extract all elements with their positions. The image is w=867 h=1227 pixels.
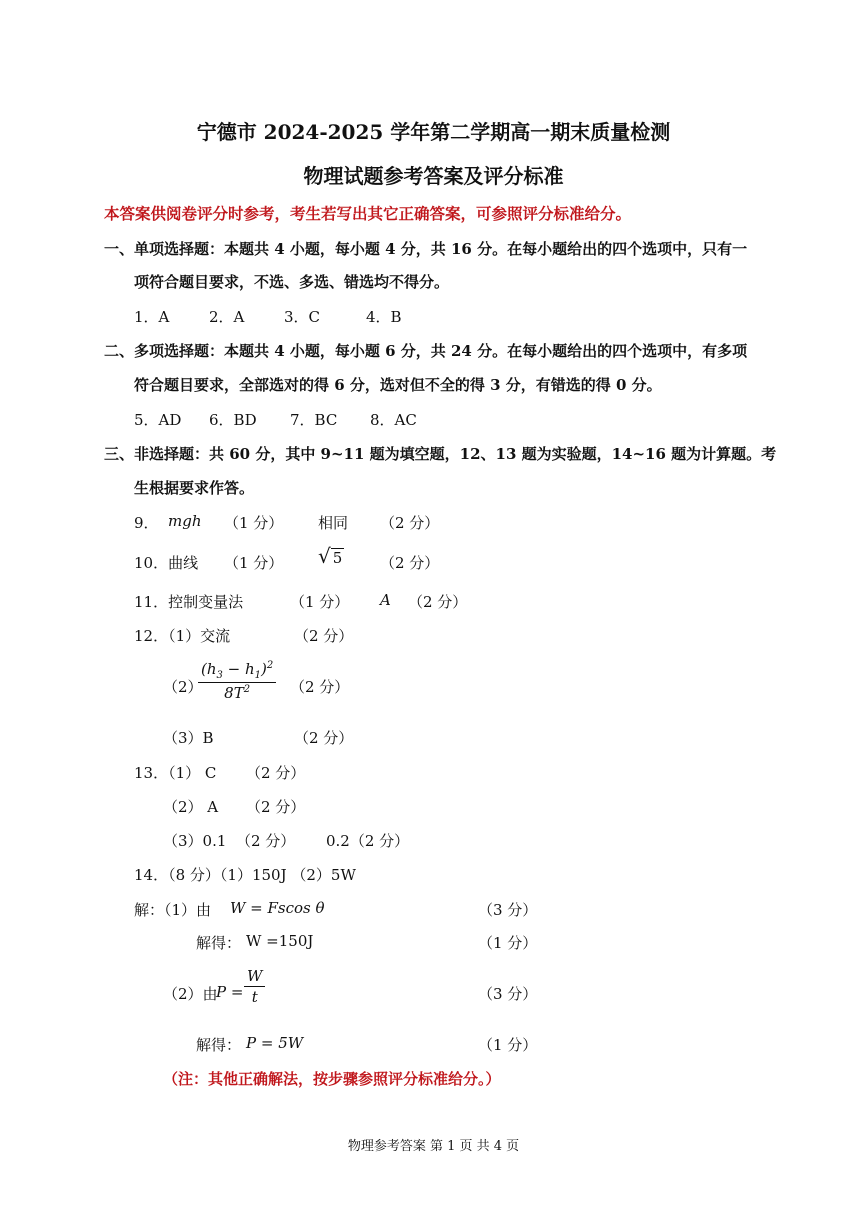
q11-score1: （1 分） — [290, 593, 350, 611]
q13-part3: （3）0.1 — [163, 832, 227, 850]
section3-heading-cont: 生根据要求作答。 — [134, 479, 255, 497]
page-footer: 物理参考答案 第 1 页 共 4 页 — [347, 1139, 520, 1154]
q12-part2-formula — [198, 660, 276, 702]
q14-step3-lhs: P = — [216, 983, 244, 1001]
answer-5: 5．AD — [134, 411, 182, 429]
page-subtitle: 物理试题参考答案及评分标准 — [303, 164, 564, 188]
q14-step4-label: 解得： — [196, 1036, 242, 1054]
answer-2: 2．A — [209, 308, 245, 326]
q10-answer2-sqrt: √ 5 — [318, 544, 343, 568]
q9-number: 9． — [134, 514, 159, 532]
answer-6: 6．BD — [209, 411, 257, 429]
q11-answer2: A — [380, 591, 391, 609]
page-title: 宁德市 2024-2025 学年第二学期高一期末质量检测 — [196, 120, 671, 144]
q14-step2-formula: W =150J — [246, 932, 314, 950]
q14-header: 14．（8 分）（1）150J （2）5W — [134, 866, 356, 884]
q9-score2: （2 分） — [380, 514, 440, 532]
section3-heading: 三、非选择题：共 60 分，其中 9~11 题为填空题，12、13 题为实验题，14~16 题为计算题。考 — [104, 445, 777, 463]
section1-heading: 一、单项选择题：本题共 4 小题，每小题 4 分，共 16 分。在每小题给出的四个选项中，只有一 — [104, 240, 748, 258]
q14-step3-fraction — [244, 967, 265, 1006]
q12-den-sup: 2 — [243, 684, 251, 695]
q9-answer1: mgh — [168, 512, 202, 530]
answer-8: 8．AC — [370, 411, 417, 429]
q11-answer1: 11．控制变量法 — [134, 593, 244, 611]
q12-part3-score: （2 分） — [294, 729, 354, 747]
answer-4: 4．B — [366, 308, 402, 326]
answer-1: 1．A — [134, 308, 170, 326]
grading-note: （注：其他正确解法，按步骤参照评分标准给分。） — [163, 1070, 501, 1088]
q13-part1-score: （2 分） — [246, 764, 306, 782]
q13-part3-score: （2 分） — [236, 832, 296, 850]
q14-step1-score: （3 分） — [478, 901, 538, 919]
q13-part3b: 0.2（2 分） — [326, 832, 410, 850]
q12-den: 8T — [224, 684, 244, 702]
q14-step3-label: （2）由 — [163, 985, 218, 1003]
grading-notice: 本答案供阅卷评分时参考，考生若写出其它正确答案，可参照评分标准给分。 — [104, 204, 632, 223]
answer-3: 3．C — [284, 308, 321, 326]
q10-radicand: 5 — [332, 549, 343, 567]
q12-sub3: 3 — [216, 670, 223, 681]
q11-score2: （2 分） — [408, 593, 468, 611]
section1-heading-cont: 项符合题目要求，不选、多选、错选均不得分。 — [134, 273, 450, 291]
q12-sup2: 2 — [266, 660, 274, 671]
q12-num-h1: − h — [222, 660, 255, 678]
q12-sub1: 1 — [254, 670, 262, 681]
q13-part2: （2） A — [163, 798, 219, 816]
q13-part1: 13．（1） C — [134, 764, 217, 782]
section2-heading: 二、多项选择题：本题共 4 小题，每小题 6 分，共 24 分。在每小题给出的四个选项中，有多项 — [104, 342, 748, 360]
q14-frac-num: W — [244, 967, 265, 987]
q10-score2: （2 分） — [380, 554, 440, 572]
q14-step2-label: 解得： — [196, 934, 242, 952]
q14-step1-label: 解：（1）由 — [134, 901, 212, 919]
q14-step4-formula: P = 5W — [246, 1034, 304, 1052]
q14-step4-score: （1 分） — [478, 1036, 538, 1054]
q14-frac-den: t — [251, 988, 258, 1006]
q10-score1: （1 分） — [224, 554, 284, 572]
q9-score1: （1 分） — [224, 514, 284, 532]
section2-heading-cont: 符合题目要求，全部选对的得 6 分，选对但不全的得 3 分，有错选的得 0 分。 — [134, 376, 662, 394]
q14-step2-score: （1 分） — [478, 934, 538, 952]
q12-part3: （3）B — [163, 729, 214, 747]
q12-num-h3: (h — [201, 660, 217, 678]
q12-part1-score: （2 分） — [294, 627, 354, 645]
q12-num-paren: ) — [261, 660, 267, 678]
q12-part2-label: （2） — [163, 678, 203, 696]
q14-step1-formula: W = Fscos θ — [230, 899, 325, 917]
q12-part2-score: （2 分） — [290, 678, 350, 696]
q12-part1: 12．（1）交流 — [134, 627, 231, 645]
q10-answer1: 10．曲线 — [134, 554, 199, 572]
answer-7: 7．BC — [290, 411, 338, 429]
q13-part2-score: （2 分） — [246, 798, 306, 816]
q9-answer2: 相同 — [318, 514, 349, 532]
q14-step3-score: （3 分） — [478, 985, 538, 1003]
